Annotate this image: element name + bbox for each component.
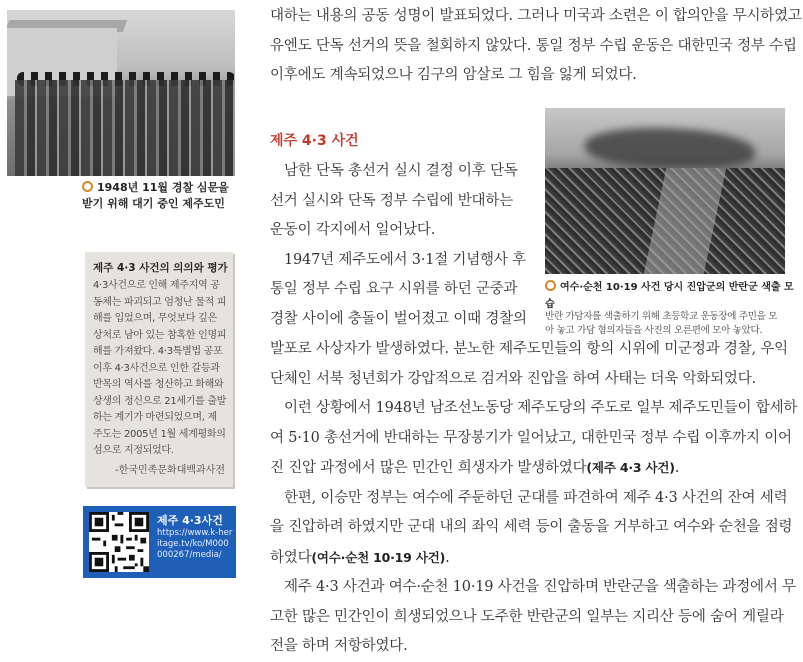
qr-code-icon[interactable] (89, 512, 149, 572)
significance-box (85, 252, 233, 487)
circle-bullet-icon (545, 280, 556, 291)
qr-link-box[interactable] (83, 506, 236, 578)
circle-bullet-icon (82, 181, 93, 192)
significance-box-title: 제주 4·3 사건의 의의와 평가 (93, 262, 228, 274)
qr-url-link[interactable]: https://www.k-heritage.tv/ko/M000000267/media/ (157, 528, 233, 560)
qr-title: 제주 4·3사건 (157, 514, 223, 527)
wide-paragraph: 발포로 사상자가 발생하였다. 분노한 제주도민들의 항의 시위에 미군정과 경찰, 우익 단체인 서북 청년회가 강압적으로 검거와 진압을 하여 사태는 더욱 악화되었다. 이런 상황에서 1948년 남조선노동당 제주도당의 주도로 일부 제주도민들이 합세하 여 5·10 총선거에 반대하는 무장봉기가 일어났고, 대한민국 정부 수립 이후까지 이어 진 진압 과정에서 많은 민간인 희생자가 발생하였다(제주 4·3 사건). 한편, 이승만 정부는 여수에 주둔하던 군대를 파견하여 제주 4·3 사건의 잔여 세력 을 진압하려 하였지만 군대 내의 좌익 세력 등이 출동을 거부하고 여수와 순천을 점령 하였다(여수·순천 10·19 사건). 제주 4·3 사건과 여수·순천 10·19 사건을 진압하며 반란군을 색출하는 과정에서 무 고한 많은 민간인이 희생되었으나 도주한 반란군의 일부는 지리산 등에 숨어 게릴라 전을 하며 저항하였다. (270, 341, 798, 654)
photo-yeosu-suncheon (545, 108, 785, 274)
photo2-caption: 여수·순천 10·19 사건 당시 진압군의 반란군 색출 모습 반란 가담자를 색출하기 위해 초등학교 운동장에 주민을 모 아 놓고 가담 혐의자들을 사진의 오른편에 모아 놓았다. (545, 282, 794, 336)
narrow-paragraph: 남한 단독 총선거 실시 결정 이후 단독 선거 실시와 단독 정부 수립에 반대하는 운동이 각지에서 일어났다. 1947년 제주도에서 3·1절 기념행사 후 통일 정부 수립 요구 시위를 하던 군중과 경찰 사이에 충돌이 벌어졌고 이때 경찰의 (270, 163, 527, 327)
photo-jeju-residents (7, 10, 235, 176)
photo1-caption: 1948년 11월 경찰 심문을 받기 위해 대기 중인 제주도민 (82, 181, 229, 210)
section-title: 제주 4·3 사건 (270, 133, 359, 149)
yeosu-ref-label: (여수·순천 10·19 사건) (311, 549, 446, 565)
significance-box-body: 4·3사건으로 인해 제주지역 공 동체는 파괴되고 엄청난 물적 피 해를 입었으며, 무엇보다 깊은 상처로 남아 있는 참혹한 인명피 해를 가져왔다. 4·3특별법 공포 이후 4·3사건으로 인한 갈등과 반목의 역사를 청산하고 화해와 상생의 정신으로 21세기를 출발 하는 계기가 마련되었으며, 제 주도는 2005년 1월 세계평화의 섬으로 지정되었다. (93, 280, 227, 456)
intro-paragraph: 대하는 내용의 공동 성명이 발표되었다. 그러나 미국과 소련은 이 합의안을 무시하였고 유엔도 단독 선거의 뜻을 철회하지 않았다. 통일 정부 수립 운동은 대한민국 정부 수립 이후에도 계속되었으나 김구의 암살로 그 힘을 잃게 되었다. (270, 8, 802, 83)
jeju-ref-label: (제주 4·3 사건) (586, 460, 675, 475)
significance-box-source: -한국민족문화대백과사전 (115, 465, 225, 476)
